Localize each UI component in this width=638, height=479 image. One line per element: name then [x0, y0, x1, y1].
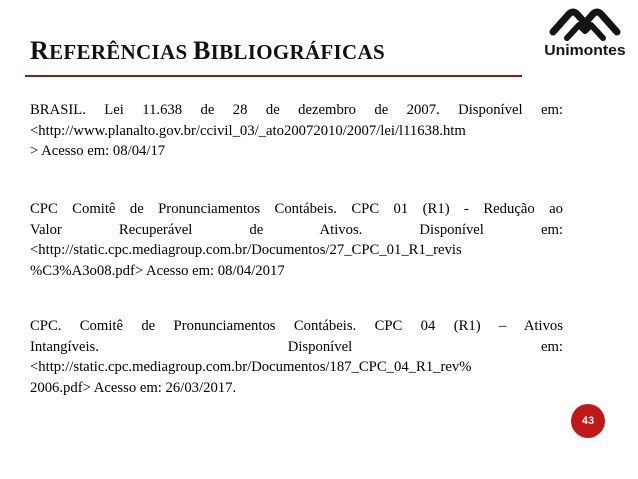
- page-title: [30, 36, 385, 66]
- reference-line: 2006.pdf> Acesso em: 26/03/2017.: [30, 379, 237, 396]
- page-number-badge: 43: [571, 404, 605, 438]
- reference-line: CPC Comitê de Pronunciamentos Contábeis. CPC 01 (R1) - Redução ao: [30, 201, 563, 217]
- title-underline: [25, 75, 522, 77]
- title-initial-b: B: [193, 36, 211, 65]
- reference-line: Intangíveis. Disponível em:: [30, 338, 563, 355]
- reference-link[interactable]: <http://static.cpc.mediagroup.com.br/Documentos/187_CPC_04_R1_rev%: [30, 359, 472, 375]
- title-initial-r: R: [30, 36, 50, 65]
- reference-item-brasil: [30, 100, 563, 162]
- reference-link[interactable]: <http://static.cpc.mediagroup.com.br/Documentos/27_CPC_01_R1_revis: [30, 242, 462, 258]
- reference-line: > Acesso em: 08/04/17: [30, 143, 166, 159]
- reference-line: BRASIL. Lei 11.638 de 28 de dezembro de 2007. Disponível em:: [30, 102, 563, 118]
- title-word-bibliograficas: IBLIOGRÁFICAS: [210, 40, 385, 64]
- reference-link[interactable]: <http://www.planalto.gov.br/ccivil_03/_ato20072010/2007/lei/l11638.htm: [30, 122, 466, 139]
- unimontes-logo: [535, 2, 635, 74]
- unimontes-emblem-icon: [547, 2, 623, 44]
- title-word-referencias: EFERÊNCIAS: [49, 40, 193, 64]
- reference-line: %C3%A3o08.pdf> Acesso em: 08/04/2017: [30, 262, 285, 279]
- logo-wordmark: Unimontes: [544, 42, 626, 59]
- reference-item-cpc01: [30, 199, 563, 281]
- reference-line: CPC. Comitê de Pronunciamentos Contábeis. CPC 04 (R1) – Ativos: [30, 318, 563, 334]
- reference-line: Valor Recuperável de Ativos. Disponível em:: [30, 221, 563, 238]
- reference-item-cpc04: [30, 316, 563, 398]
